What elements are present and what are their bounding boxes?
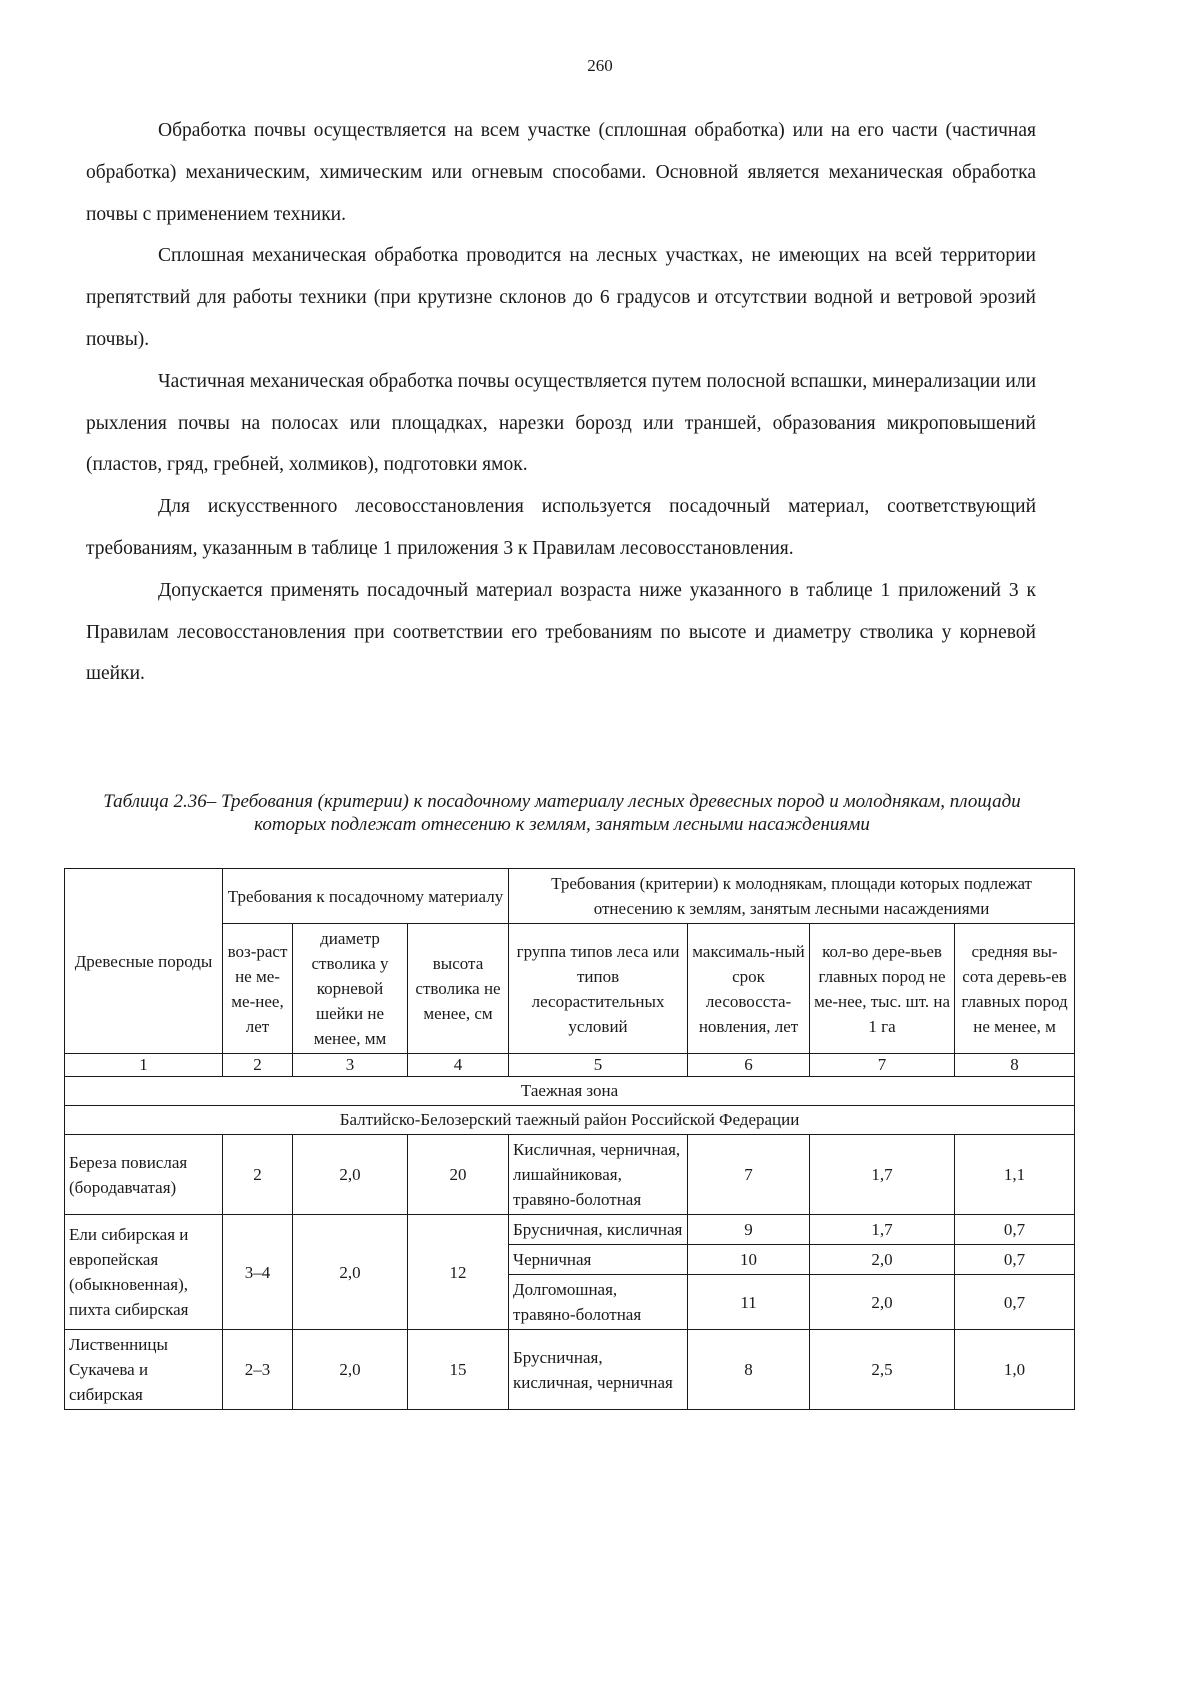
max-term-cell: 9 [688, 1215, 810, 1245]
avg-height-cell: 0,7 [955, 1245, 1075, 1275]
header-diameter: диаметр стволика у корневой шейки не менее, мм [293, 924, 408, 1054]
forest-type-cell: Черничная [509, 1245, 688, 1275]
header-species: Древесные породы [65, 869, 223, 1054]
species-cell: Лиственницы Сукачева и сибирская [65, 1330, 223, 1410]
age-cell: 2 [223, 1135, 293, 1215]
diameter-cell: 2,0 [293, 1330, 408, 1410]
species-cell: Ели сибирская и европейская (обыкновенная), пихта сибирская [65, 1215, 223, 1330]
max-term-cell: 8 [688, 1330, 810, 1410]
table-caption: Таблица 2.36– Требования (критерии) к посадочному материалу лесных древесных пород и молоднякам, площади которых подлежат отнесению к землям, занятым лесными насаждениями [103, 791, 1021, 835]
diameter-cell: 2,0 [293, 1215, 408, 1330]
avg-height-cell: 0,7 [955, 1275, 1075, 1330]
header-age: воз-раст не ме-ме-нее, лет [223, 924, 293, 1054]
column-number: 1 [65, 1054, 223, 1077]
paragraph-younger-material: Допускается применять посадочный материал возраста ниже указанного в таблице 1 приложений 3 к Правилам лесовосстановления при соответствии его требованиям по высоте и диаметру стволика у корневой шейки. [86, 579, 1036, 685]
max-term-cell: 11 [688, 1275, 810, 1330]
forest-type-cell: Брусничная, кисличная, черничная [509, 1330, 688, 1410]
age-cell: 2–3 [223, 1330, 293, 1410]
header-row-groups [65, 869, 1075, 924]
max-term-cell: 10 [688, 1245, 810, 1275]
paragraph-soil-treatment: Обработка почвы осуществляется на всем участке (сплошная обработка) или на его части (частичная обработка) механическим, химическим или огневым способами. Основной является механическая обработка почвы с применением техники. [86, 120, 1036, 225]
tree-count-cell: 2,5 [810, 1330, 955, 1410]
tree-count-cell: 1,7 [810, 1215, 955, 1245]
header-tree-count: кол-во дере-вьев главных пород не ме-нее, тыс. шт. на 1 га [810, 924, 955, 1054]
age-cell: 3–4 [223, 1215, 293, 1330]
column-number: 4 [408, 1054, 509, 1077]
avg-height-cell: 1,1 [955, 1135, 1075, 1215]
body-text [86, 110, 1036, 695]
forest-type-cell: Брусничная, кисличная [509, 1215, 688, 1245]
tree-count-cell: 2,0 [810, 1245, 955, 1275]
forest-type-cell: Долгомошная, травяно-болотная [509, 1275, 688, 1330]
page-number: 260 [587, 56, 613, 75]
column-numbers-row [65, 1054, 1075, 1077]
avg-height-cell: 0,7 [955, 1215, 1075, 1245]
paragraph-partial-treatment: Частичная механическая обработка почвы осуществляется путем полосной вспашки, минерализации или рыхления почвы на полосах или площадках, нарезки борозд или траншей, образования микроповышений (пластов, гряд, гребней, холмиков), подготовки ямок. [86, 370, 1036, 476]
table-row [65, 1135, 1075, 1215]
species-cell: Береза повислая (бородавчатая) [65, 1135, 223, 1215]
zone-row [65, 1077, 1075, 1106]
zone-title: Таежная зона [65, 1077, 1075, 1106]
table-row [65, 1215, 1075, 1245]
header-height: высота стволика не менее, см [408, 924, 509, 1054]
column-number: 5 [509, 1054, 688, 1077]
diameter-cell: 2,0 [293, 1135, 408, 1215]
header-forest-type: группа типов леса или типов лесорастительных условий [509, 924, 688, 1054]
height-cell: 12 [408, 1215, 509, 1330]
header-planting-material: Требования к посадочному материалу [223, 869, 509, 924]
header-avg-height: средняя вы-сота деревь-ев главных пород не менее, м [955, 924, 1075, 1054]
paragraph-continuous-treatment: Сплошная механическая обработка проводится на лесных участках, не имеющих на всей территории препятствий для работы техники (при крутизне склонов до 6 градусов и отсутствии водной и ветровой эрозий почвы). [86, 245, 1036, 350]
avg-height-cell: 1,0 [955, 1330, 1075, 1410]
column-number: 6 [688, 1054, 810, 1077]
requirements-table [64, 868, 1075, 1410]
region-row [65, 1106, 1075, 1135]
column-number: 8 [955, 1054, 1075, 1077]
column-number: 7 [810, 1054, 955, 1077]
region-title: Балтийско-Белозерский таежный район Российской Федерации [65, 1106, 1075, 1135]
column-number: 2 [223, 1054, 293, 1077]
max-term-cell: 7 [688, 1135, 810, 1215]
forest-type-cell: Кисличная, черничная, лишайниковая, травяно-болотная [509, 1135, 688, 1215]
tree-count-cell: 2,0 [810, 1275, 955, 1330]
column-number: 3 [293, 1054, 408, 1077]
paragraph-planting-material: Для искусственного лесовосстановления используется посадочный материал, соответствующий требованиям, указанным в таблице 1 приложения 3 к Правилам лесовосстановления. [86, 496, 1036, 559]
header-max-term: максималь-ный срок лесовосста-новления, лет [688, 924, 810, 1054]
header-young-stands: Требования (критерии) к молоднякам, площади которых подлежат отнесению к землям, занятым лесными насаждениями [509, 869, 1075, 924]
height-cell: 20 [408, 1135, 509, 1215]
table-row [65, 1330, 1075, 1410]
height-cell: 15 [408, 1330, 509, 1410]
tree-count-cell: 1,7 [810, 1135, 955, 1215]
